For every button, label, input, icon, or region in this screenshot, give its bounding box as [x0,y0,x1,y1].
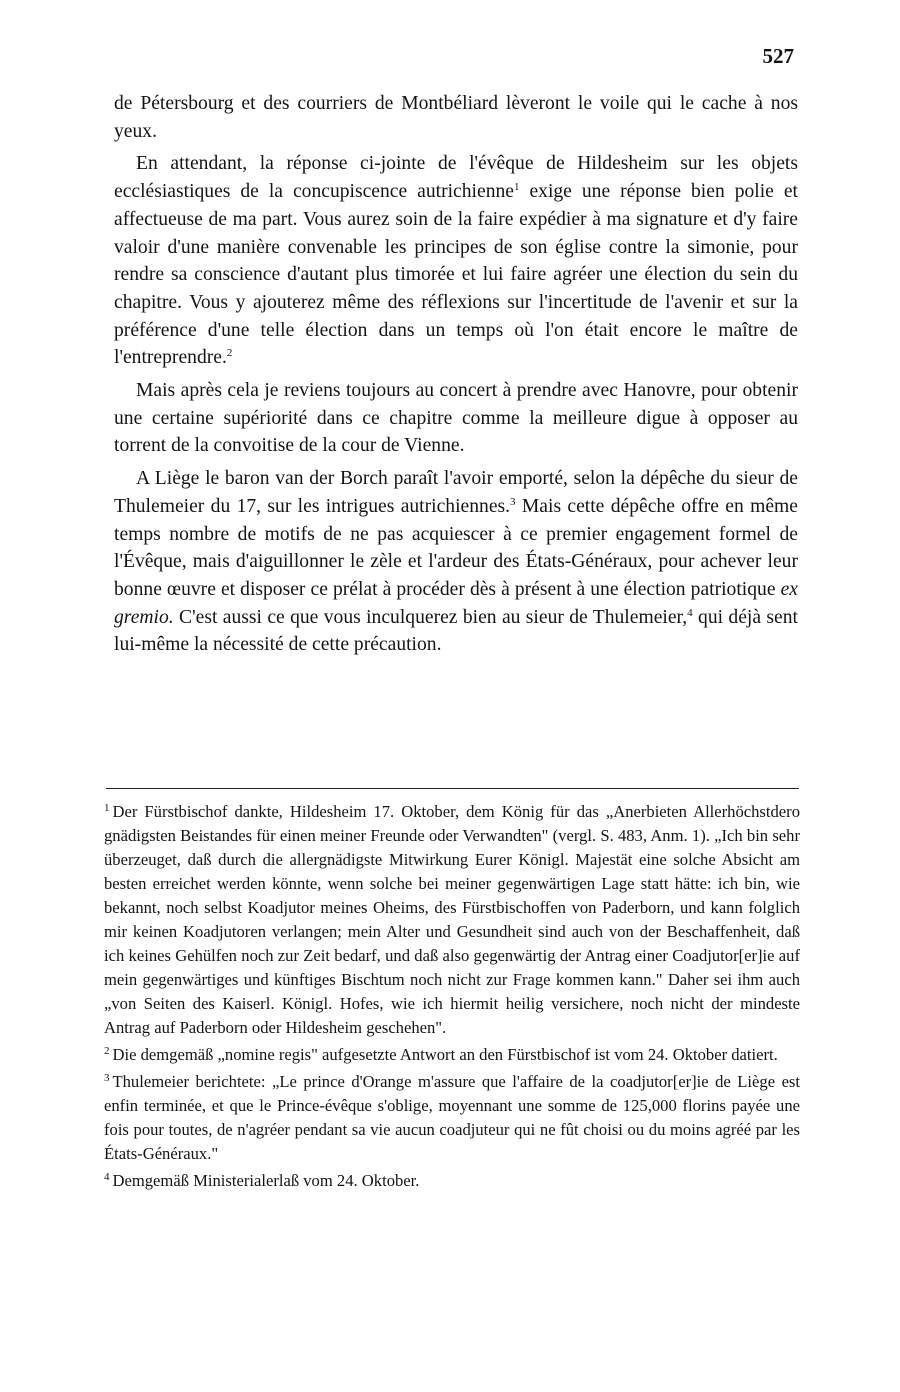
paragraph-text: En attendant, la réponse ci-jointe de l'évêque de Hildesheim sur les objets ecclésiastiques de la concupiscence autrichienne [114,153,798,203]
paragraph-text: C'est aussi ce que vous inculquerez bien au sieur de Thulemeier, [173,606,688,628]
footnote-3 [104,1070,800,1166]
footnote-4 [104,1169,800,1193]
main-text [114,90,798,664]
paragraph-text: Mais après cela je reviens toujours au concert à prendre avec Hanovre, pour obtenir une certaine supériorité dans ce chapitre comme la meilleure digue à opposer au torrent de la convoitise de la cour de Vienne. [114,380,798,457]
paragraph-3 [114,377,798,460]
paragraph-4 [114,465,798,659]
footnote-1 [104,800,800,1040]
paragraph-text: qui déjà sent lui-même la nécessité de cette précaution. [114,606,798,656]
footnotes [104,800,800,1196]
footnote-ref-1[interactable]: 1 [513,181,520,194]
footnote-divider [106,788,799,789]
footnote-text: Die demgemäß „nomine regis" aufgesetzte Antwort an den Fürstbischof ist vom 24. Oktober datiert. [112,1045,778,1064]
footnote-mark: 4 [104,1171,110,1183]
italic-phrase: ex gremio. [114,578,798,628]
page-number: 527 [762,44,794,68]
footnote-mark: 1 [104,802,110,814]
paragraph-text: exige une réponse bien polie et affectueuse de ma part. Vous aurez soin de la faire expédier à ma signature et d'y faire valoir d'une manière convenable les principes de son église contre la simonie, pour rendre sa conscience d'autant plus timorée et lui faire agréer une élection du sein du chapitre. Vous y ajouterez même des réflexions sur l'incertitude de l'avenir et sur la préférence d'une telle élection dans un temps où l'on était encore le maître de l'entreprendre. [114,181,798,369]
footnote-mark: 3 [104,1072,110,1084]
paragraph-text: de Pétersbourg et des courriers de Montbéliard lèveront le voile qui le cache à nos yeux. [114,93,798,142]
footnote-mark: 2 [104,1045,110,1057]
footnote-2 [104,1043,800,1067]
footnote-text: Demgemäß Ministerialerlaß vom 24. Oktober. [112,1171,420,1190]
footnote-ref-3[interactable]: 3 [510,495,516,508]
paragraph-2 [114,150,798,372]
paragraph-text: Mais cette dépêche offre en même temps nombre de motifs de ne pas acquiescer à ce premier engagement formel de l'Évêque, mais d'aiguillonner le zèle et l'ardeur des États-Généraux, pour achever leur bonne œuvre et disposer ce prélat à procéder dès à présent à une élection patriotique [114,495,798,600]
paragraph-1 [114,90,798,145]
footnote-text: Thulemeier berichtete: „Le prince d'Orange m'assure que l'affaire de la coadjutor[er]ie de Liège est enfin terminée, et que le Prince-évêque s'oblige, moyennant une somme de 125,000 florins payée une fois pour toutes, de n'agréer pendant sa vie aucun coadjuteur qui ne fût choisi ou du moins agréé par les États-Généraux." [104,1072,800,1163]
footnote-ref-2[interactable]: 2 [226,347,233,360]
footnote-ref-4[interactable]: 4 [687,606,693,619]
footnote-text: Der Fürstbischof dankte, Hildesheim 17. Oktober, dem König für das „Anerbieten Allerhöchstdero gnädigsten Beistandes für einen meiner Freunde oder Verwandten" (vergl. S. 483, Anm. 1). „Ich bin sehr überzeuget, daß durch die allergnädigste Mitwirkung Eurer Königl. Majestät eine solche Absicht am besten erreichet werden könnte, wenn solche bei meiner gegenwärtigen Lage statt hätte: ich bin, wie bekannt, noch selbst Koadjutor meines Oheims, des Fürstbischoffen von Paderborn, und kann folglich mir keinen Koadjutoren verlangen; mein Alter und Gesundheit sind auch von der Beschaffenheit, daß ich keines Gehülfen noch zur Zeit bedarf, und daß also gegenwärtig der Antrag einer Coadjutor[er]ie auf mein gegenwärtiges und künftiges Bischtum noch nicht zur Frage kommen kann." Daher sei ihm auch „von Seiten des Kaiserl. Königl. Hofes, wie ich hiermit heilig versichere, noch nicht der mindeste Antrag auf Paderborn oder Hildesheim geschehen". [104,802,800,1037]
paragraph-text: A Liège le baron van der Borch paraît l'avoir emporté, selon la dépêche du sieur de Thulemeier du 17, sur les intrigues autrichiennes. [114,468,798,517]
